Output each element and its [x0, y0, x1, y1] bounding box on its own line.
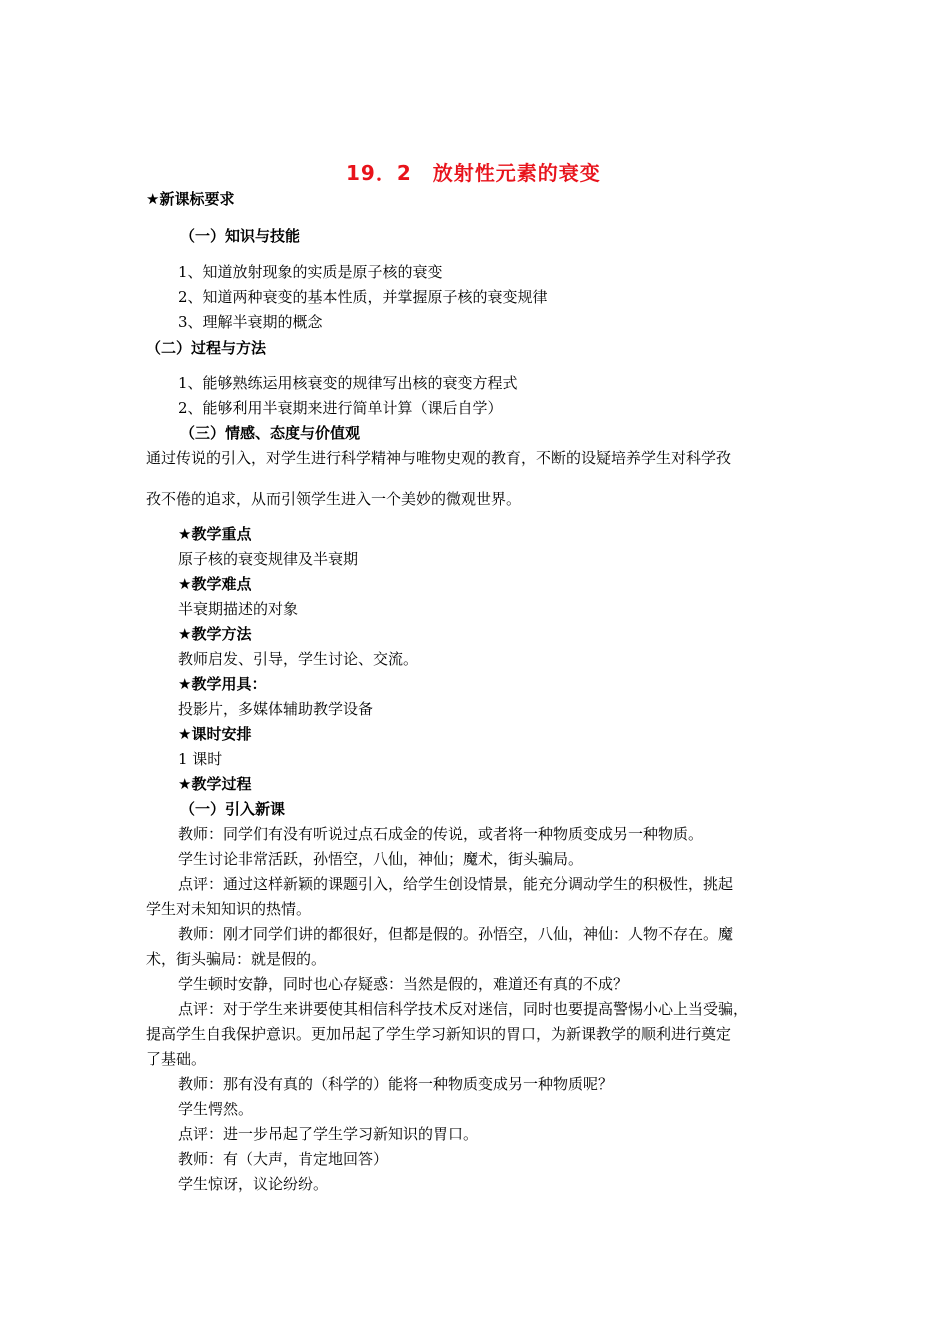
dialogue-line: 点评：对于学生来讲要使其相信科学技术反对迷信，同时也要提高警惕小心上当受骗， [178, 1000, 749, 1018]
knowledge-item: 3、理解半衰期的概念 [178, 313, 323, 331]
dialogue-line: 点评：进一步吊起了学生学习新知识的胃口。 [178, 1125, 479, 1143]
difficulties-text: 半衰期描述的对象 [178, 600, 299, 618]
intro-heading: （一）引入新课 [180, 800, 286, 818]
knowledge-heading: （一）知识与技能 [180, 227, 301, 245]
knowledge-item: 2、知道两种衰变的基本性质，并掌握原子核的衰变规律 [178, 288, 548, 306]
tools-text: 投影片，多媒体辅助教学设备 [178, 700, 374, 718]
emotion-text: 孜不倦的追求，从而引领学生进入一个美妙的微观世界。 [146, 490, 522, 508]
requirements-heading: ★新课标要求 [146, 190, 235, 208]
teaching-process-heading: ★教学过程 [178, 775, 252, 793]
key-points-heading: ★教学重点 [178, 525, 252, 543]
dialogue-line: 教师：有（大声，肯定地回答） [178, 1150, 389, 1168]
dialogue-line: 提高学生自我保护意识。更加吊起了学生学习新知识的胃口，为新课教学的顺利进行奠定 [146, 1025, 732, 1043]
dialogue-line: 教师：同学们有没有听说过点石成金的传说，或者将一种物质变成另一种物质。 [178, 825, 704, 843]
process-item: 2、能够利用半衰期来进行简单计算（课后自学） [178, 399, 503, 417]
knowledge-item: 1、知道放射现象的实质是原子核的衰变 [178, 263, 443, 281]
methods-heading: ★教学方法 [178, 625, 252, 643]
schedule-heading: ★课时安排 [178, 725, 252, 743]
key-points-text: 原子核的衰变规律及半衰期 [178, 550, 359, 568]
dialogue-line: 学生对未知知识的热情。 [146, 900, 312, 918]
tools-heading: ★教学用具： [178, 675, 267, 693]
dialogue-line: 学生顿时安静，同时也心存疑惑：当然是假的，难道还有真的不成？ [178, 975, 629, 993]
methods-text: 教师启发、引导，学生讨论、交流。 [178, 650, 419, 668]
dialogue-line: 教师：那有没有真的（科学的）能将一种物质变成另一种物质呢？ [178, 1075, 614, 1093]
process-item: 1、能够熟练运用核衰变的规律写出核的衰变方程式 [178, 374, 518, 392]
difficulties-heading: ★教学难点 [178, 575, 252, 593]
dialogue-line: 了基础。 [146, 1050, 207, 1068]
dialogue-line: 教师：刚才同学们讲的都很好，但都是假的。孙悟空，八仙，神仙：人物不存在。魔 [178, 925, 734, 943]
dialogue-line: 点评：通过这样新颖的课题引入，给学生创设情景，能充分调动学生的积极性，挑起 [178, 875, 734, 893]
dialogue-line: 学生愕然。 [178, 1100, 254, 1118]
schedule-text: 1 课时 [178, 750, 223, 768]
page-title: 19．2 放射性元素的衰变 [346, 161, 601, 185]
process-method-heading: （二）过程与方法 [146, 339, 267, 357]
emotion-heading: （三）情感、态度与价值观 [180, 424, 361, 442]
dialogue-line: 学生惊讶，议论纷纷。 [178, 1175, 329, 1193]
dialogue-line: 术，街头骗局：就是假的。 [146, 950, 327, 968]
emotion-text: 通过传说的引入，对学生进行科学精神与唯物史观的教育，不断的设疑培养学生对科学孜 [146, 449, 732, 467]
dialogue-line: 学生讨论非常活跃，孙悟空，八仙，神仙；魔术，街头骗局。 [178, 850, 584, 868]
